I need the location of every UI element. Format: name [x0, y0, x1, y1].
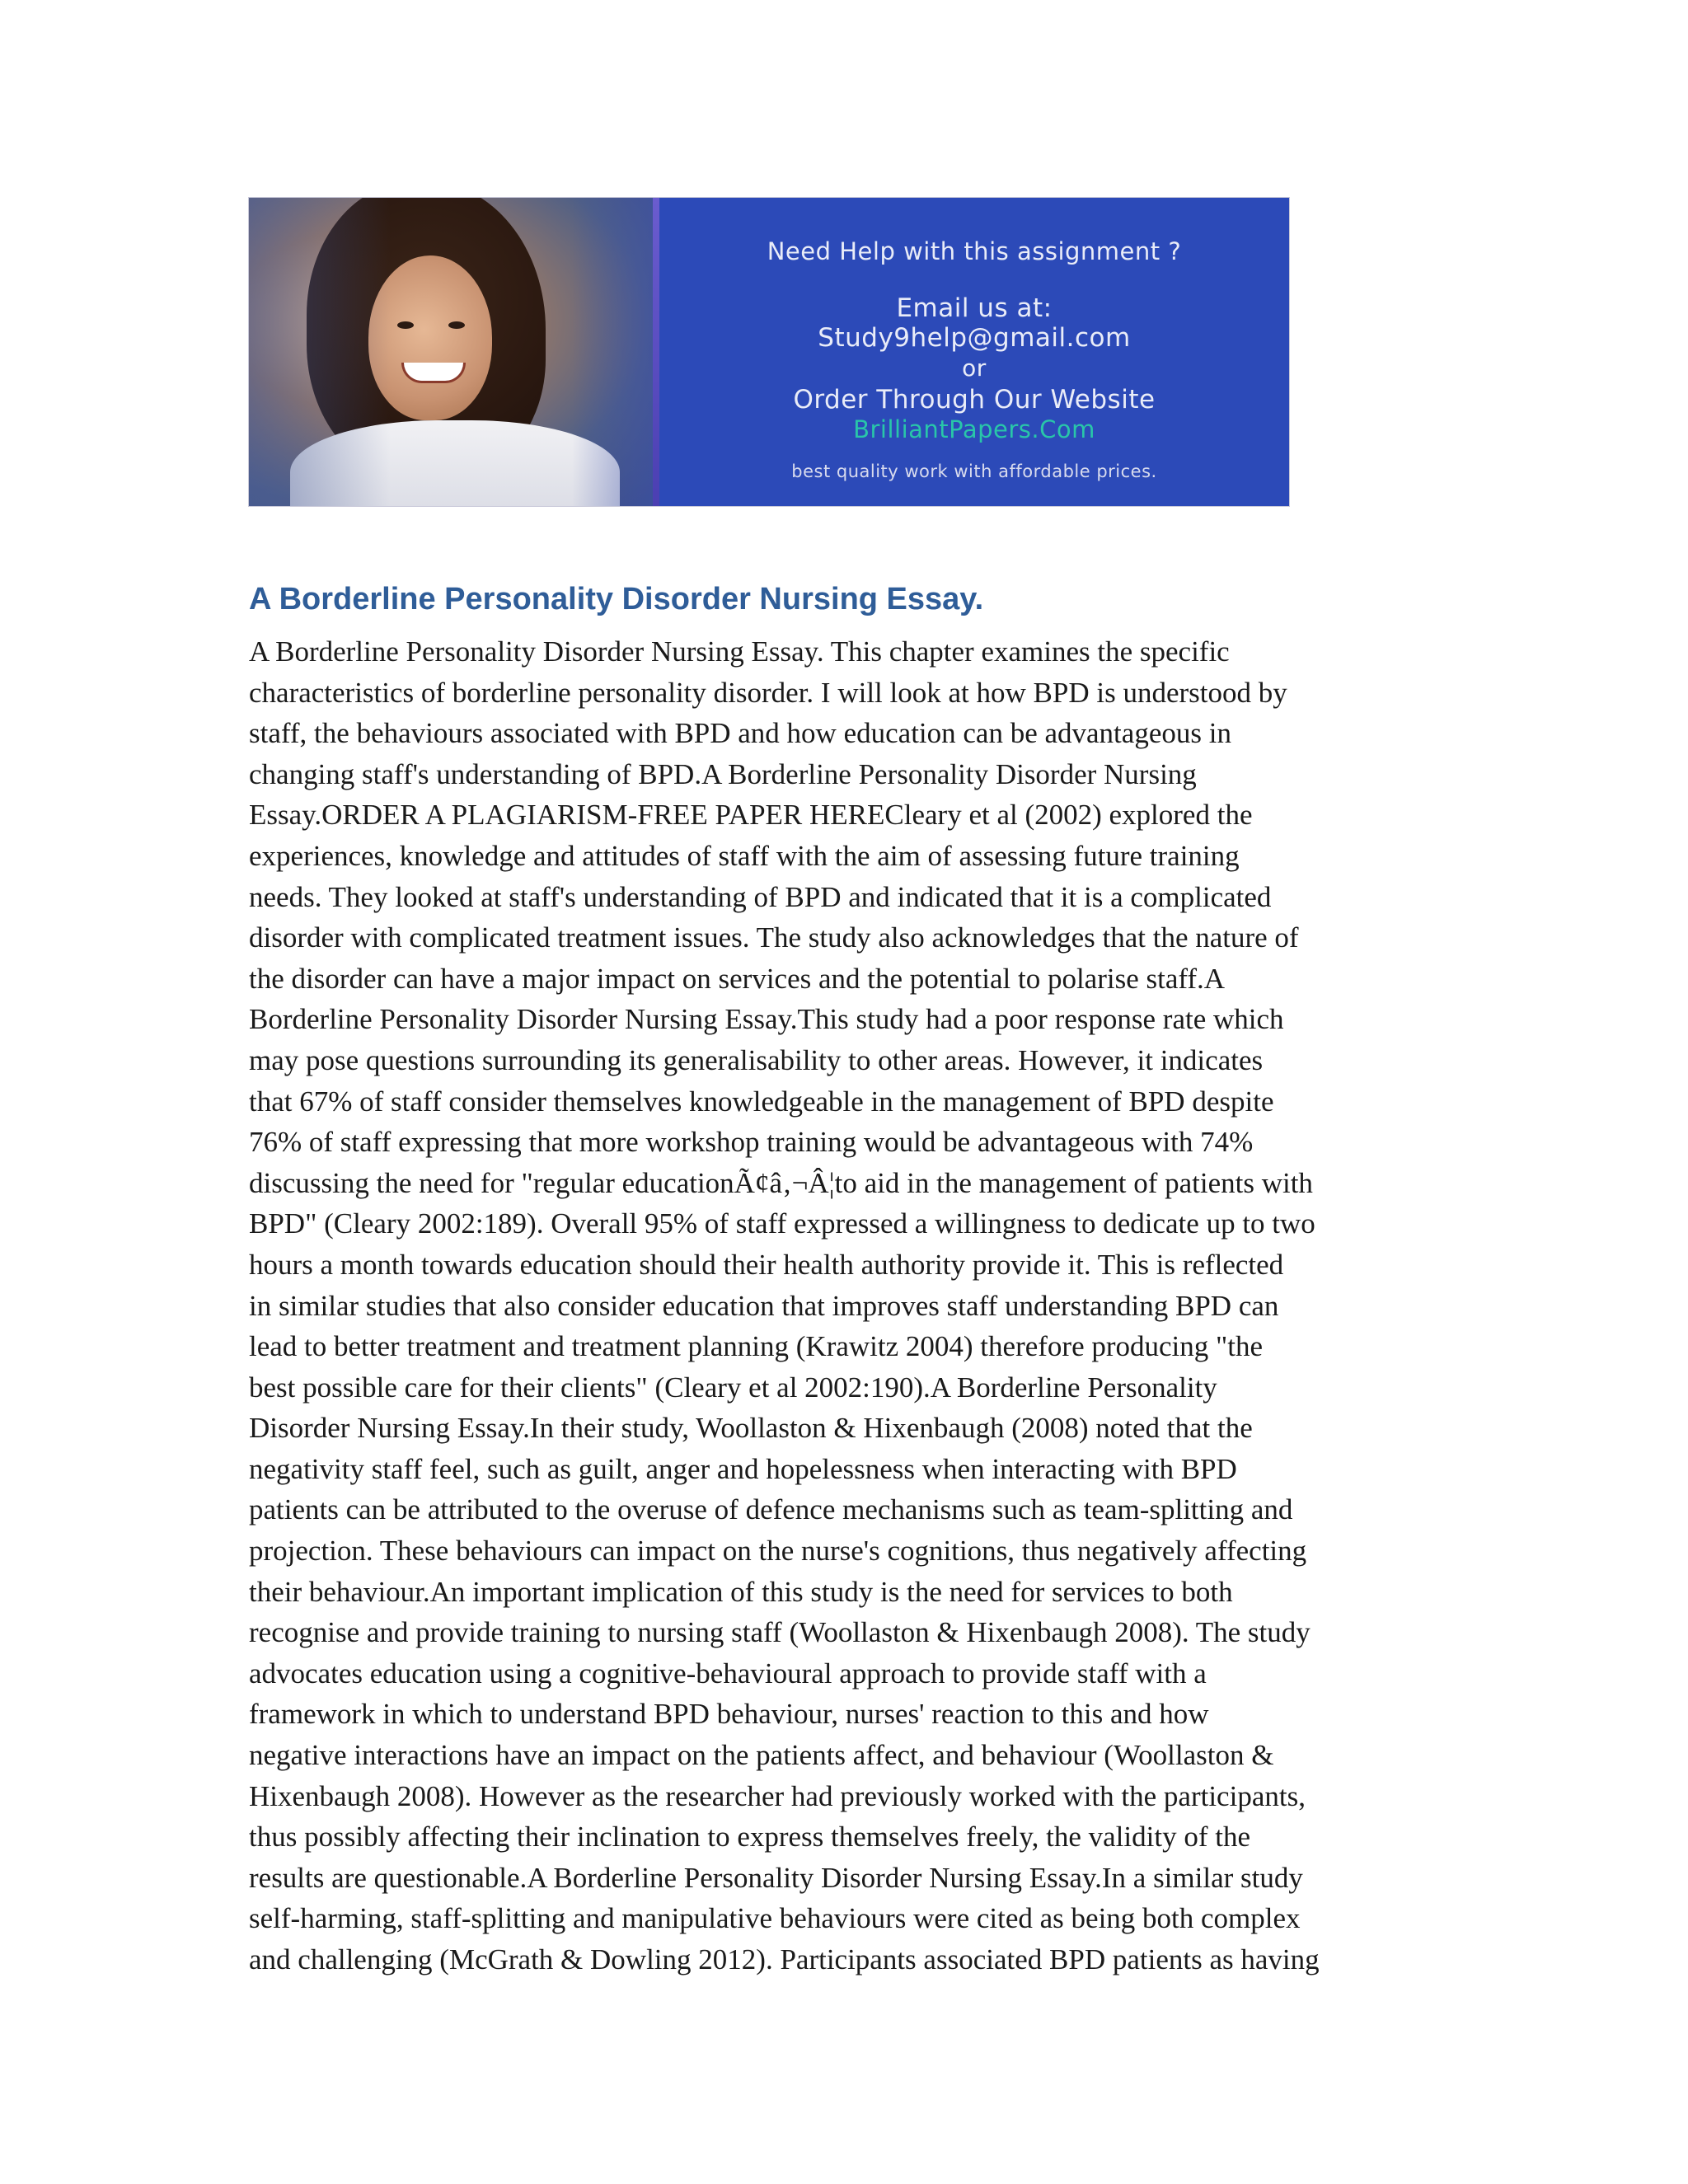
banner-website-link[interactable]: BrilliantPapers.Com	[853, 415, 1095, 443]
body-line: staff, the behaviours associated with BPD and how education can be advantageous in	[249, 717, 1231, 750]
body-line: results are questionable.A Borderline Personality Disorder Nursing Essay.In a similar study	[249, 1861, 1303, 1894]
body-line: BPD" (Cleary 2002:189). Overall 95% of staff expressed a willingness to dedicate up to two	[249, 1207, 1315, 1240]
body-line: best possible care for their clients" (Cleary et al 2002:190).A Borderline Personality	[249, 1371, 1217, 1404]
body-line: Hixenbaugh 2008). However as the researcher had previously worked with the participants,	[249, 1779, 1306, 1812]
body-line: disorder with complicated treatment issues. The study also acknowledges that the nature of	[249, 921, 1299, 954]
body-line: advocates education using a cognitive-behavioural approach to provide staff with a	[249, 1657, 1207, 1690]
banner-order-text: Order Through Our Website	[793, 385, 1156, 415]
promo-banner[interactable]	[249, 198, 1289, 506]
banner-tagline: best quality work with affordable prices.	[791, 462, 1157, 481]
body-line: lead to better treatment and treatment planning (Krawitz 2004) therefore producing "the	[249, 1330, 1264, 1363]
article-title: A Borderline Personality Disorder Nursing Essay.	[249, 582, 984, 616]
body-line: negative interactions have an impact on the patients affect, and behaviour (Woollaston &	[249, 1739, 1274, 1772]
body-line: thus possibly affecting their inclination to express themselves freely, the validity of the	[249, 1821, 1250, 1854]
photo-shade	[249, 198, 653, 506]
article-body	[249, 631, 1452, 1980]
body-line: the disorder can have a major impact on services and the potential to polarise staff.A	[249, 962, 1226, 995]
body-line: A Borderline Personality Disorder Nursing Essay. This chapter examines the specific	[249, 635, 1230, 668]
banner-email-label: Email us at:	[896, 293, 1053, 323]
body-line: self-harming, staff-splitting and manipulative behaviours were cited as being both complex	[249, 1902, 1301, 1935]
body-line: and challenging (McGrath & Dowling 2012). Participants associated BPD patients as having	[249, 1943, 1320, 1975]
banner-or-text: or	[962, 354, 987, 382]
body-line: Essay.ORDER A PLAGIARISM-FREE PAPER HERECleary et al (2002) explored the	[249, 799, 1253, 832]
body-line: negativity staff feel, such as guilt, anger and hopelessness when interacting with BPD	[249, 1452, 1237, 1485]
body-line: 76% of staff expressing that more workshop training would be advantageous with 74%	[249, 1126, 1254, 1159]
body-line: characteristics of borderline personality disorder. I will look at how BPD is understood by	[249, 676, 1287, 709]
body-line: projection. These behaviours can impact on the nurse's cognitions, thus negatively affecting	[249, 1535, 1307, 1568]
banner-divider	[653, 198, 659, 506]
body-line: framework in which to understand BPD behaviour, nurses' reaction to this and how	[249, 1698, 1209, 1731]
body-line: discussing the need for "regular educationÃ¢â‚¬Â¦to aid in the management of patients with	[249, 1166, 1313, 1199]
body-line: changing staff's understanding of BPD.A Borderline Personality Disorder Nursing	[249, 757, 1197, 790]
body-line: in similar studies that also consider education that improves staff understanding BPD can	[249, 1289, 1279, 1322]
banner-help-text: Need Help with this assignment ?	[767, 237, 1182, 265]
banner-email-address[interactable]: Study9help@gmail.com	[818, 323, 1131, 353]
banner-photo	[249, 198, 653, 506]
body-line: recognise and provide training to nursing staff (Woollaston & Hixenbaugh 2008). The study	[249, 1616, 1311, 1649]
body-line: Disorder Nursing Essay.In their study, Woollaston & Hixenbaugh (2008) noted that the	[249, 1412, 1253, 1445]
body-line: needs. They looked at staff's understanding of BPD and indicated that it is a complicated	[249, 880, 1272, 913]
body-line: may pose questions surrounding its generalisability to other areas. However, it indicates	[249, 1043, 1264, 1076]
banner-info-panel	[659, 198, 1289, 506]
body-line: hours a month towards education should their health authority provide it. This is reflected	[249, 1248, 1284, 1281]
body-line: experiences, knowledge and attitudes of staff with the aim of assessing future training	[249, 839, 1240, 872]
body-line: their behaviour.An important implication of this study is the need for services to both	[249, 1575, 1233, 1608]
body-line: Borderline Personality Disorder Nursing Essay.This study had a poor response rate which	[249, 1003, 1284, 1036]
body-line: patients can be attributed to the overuse of defence mechanisms such as team-splitting and	[249, 1493, 1293, 1526]
body-line: that 67% of staff consider themselves knowledgeable in the management of BPD despite	[249, 1085, 1274, 1118]
